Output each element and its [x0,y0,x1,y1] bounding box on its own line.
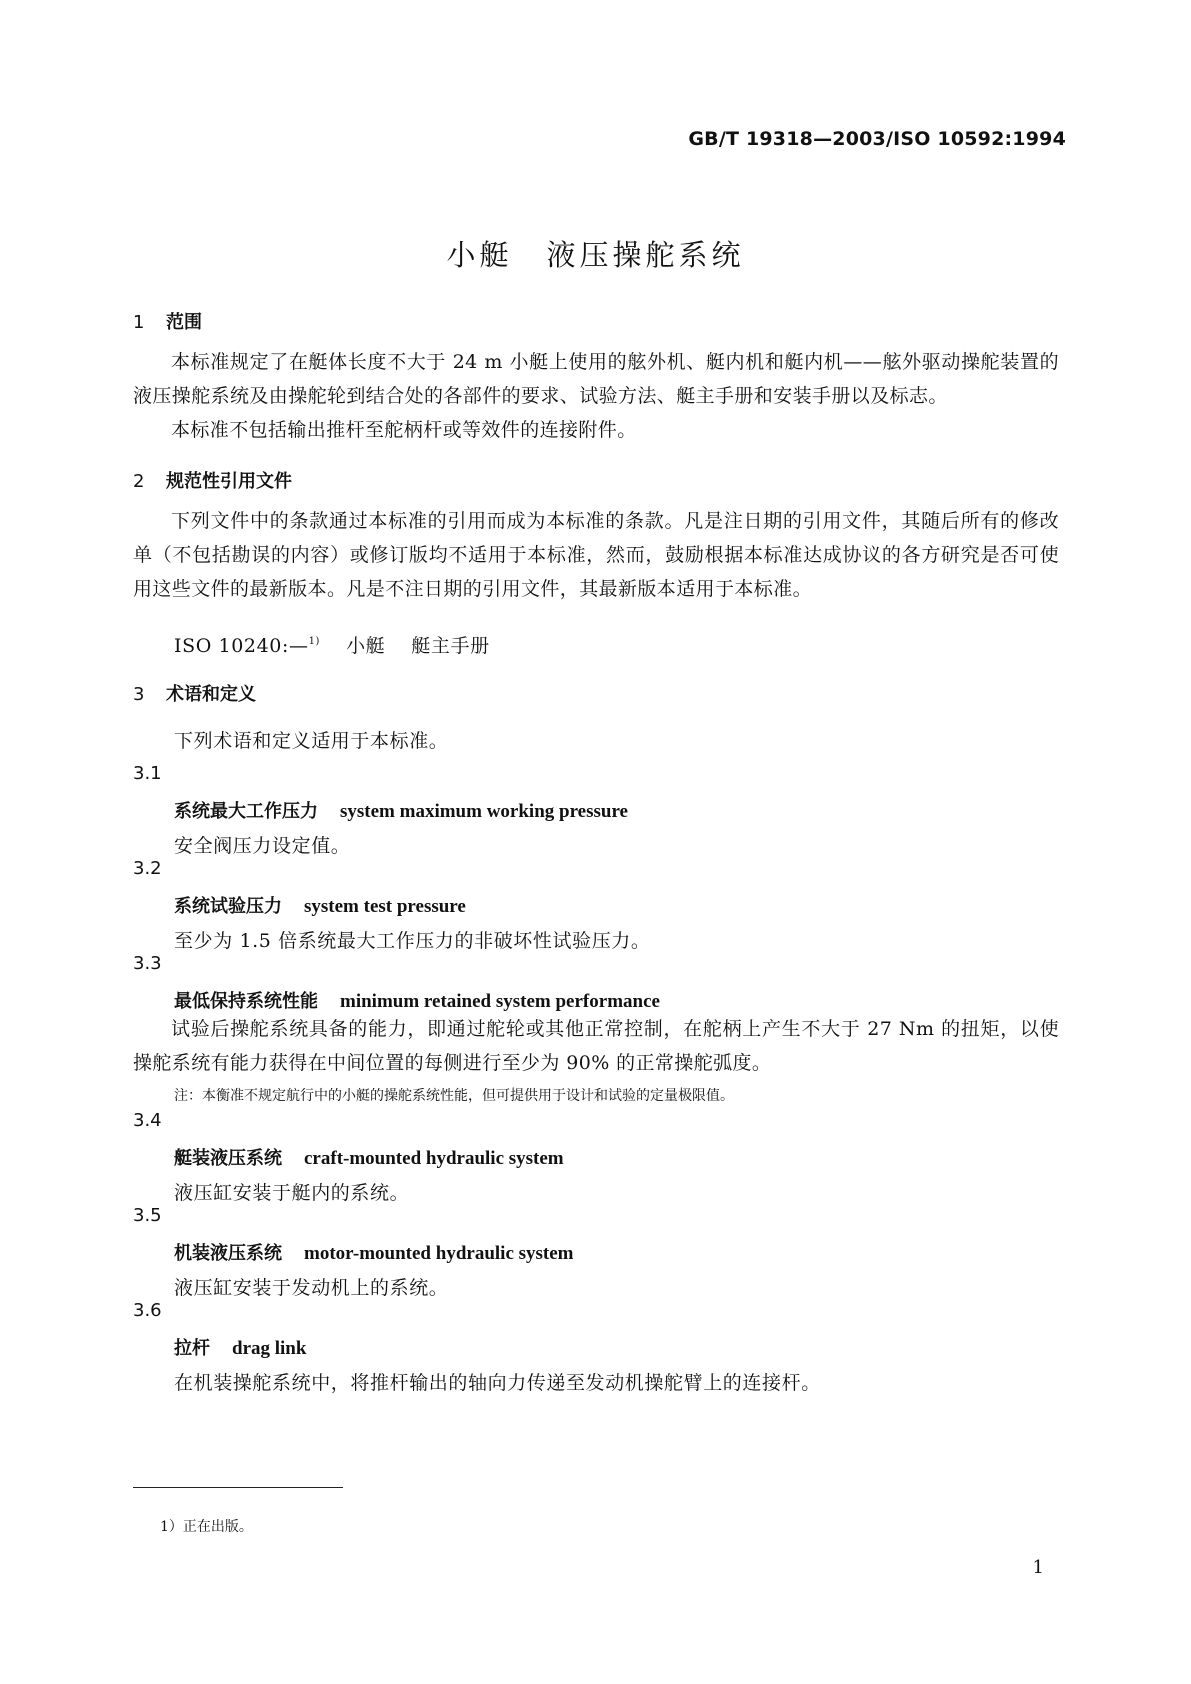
term-zh: 系统最大工作压力 [174,801,318,822]
term-definition: 在机装操舵系统中，将推杆输出的轴向力传递至发动机操舵臂上的连接杆。 [174,1372,821,1394]
term-en: system maximum working pressure [340,801,628,822]
section-1-paragraph-2: 本标准不包括输出推杆至舵柄杆或等效件的连接附件。 [171,419,637,441]
section-2-paragraph: 下列文件中的条款通过本标准的引用而成为本标准的条款。凡是注日期的引用文件，其随后所有的修改单（不包括勘误的内容）或修订版均不适用于本标准，然而，鼓励根据本标准达成协议的各方研究是否可使用这些文件的最新版本。凡是不注日期的引用文件，其最新版本适用于本标准。 [133,510,1059,600]
reference-title-1: 小艇 [346,635,386,657]
standard-code: GB/T 19318—2003/ISO 10592:1994 [688,128,1066,150]
section-3-heading [133,680,256,706]
term-definition: 安全阀压力设定值。 [174,835,351,857]
footnote-marker: 1) [308,636,321,647]
term-en: system test pressure [304,896,466,917]
title-part-2: 液压操舵系统 [546,238,745,272]
clause-number: 3.3 [133,953,162,974]
clause-number: 3.1 [133,763,162,784]
term-note: 注：本衡准不规定航行中的小艇的操舵系统性能，但可提供用于设计和试验的定量极限值。 [174,1088,734,1104]
section-number: 2 [133,471,145,492]
term-definition: 液压缸安装于发动机上的系统。 [174,1277,449,1299]
clause-number: 3.4 [133,1110,162,1131]
section-3-intro: 下列术语和定义适用于本标准。 [174,730,449,752]
term-zh: 机装液压系统 [174,1243,282,1264]
term-heading [174,1144,564,1170]
section-number: 1 [133,312,145,333]
section-1-heading [133,308,202,334]
normative-reference [174,631,490,658]
term-en: motor-mounted hydraulic system [304,1243,574,1264]
footnote: 1）正在出版。 [160,1519,253,1535]
clause-number: 3.5 [133,1205,162,1226]
section-2-heading [133,467,292,493]
term-definition: 试验后操舵系统具备的能力，即通过舵轮或其他正常控制，在舵柄上产生不大于 27 Nm 的扭矩，以使操舵系统有能力获得在中间位置的每侧进行至少为 90% 的正常操舵弧度。 [133,1018,1059,1074]
term-heading [174,987,660,1013]
term-definition: 至少为 1.5 倍系统最大工作压力的非破坏性试验压力。 [174,930,651,952]
term-heading [174,797,628,823]
section-title: 术语和定义 [166,684,256,705]
term-zh: 拉杆 [174,1338,210,1359]
term-en: craft-mounted hydraulic system [304,1148,564,1169]
term-en: minimum retained system performance [340,991,660,1012]
term-heading [174,1334,306,1360]
section-1-paragraph-1: 本标准规定了在艇体长度不大于 24 m 小艇上使用的舷外机、艇内机和艇内机——舷外驱动操舵装置的液压操舵系统及由操舵轮到结合处的各部件的要求、试验方法、艇主手册和安装手册以及标志。 [133,351,1059,407]
term-heading [174,892,466,918]
term-en: drag link [232,1338,307,1359]
section-title: 范围 [166,312,202,333]
term-heading [174,1239,574,1265]
page-number: 1 [1032,1557,1044,1578]
footnote-rule [133,1487,343,1488]
title-part-1: 小艇 [446,238,513,272]
term-zh: 系统试验压力 [174,896,282,917]
term-zh: 艇装液压系统 [174,1148,282,1169]
reference-title-2: 艇主手册 [411,635,490,657]
section-number: 3 [133,684,145,705]
term-zh: 最低保持系统性能 [174,991,318,1012]
document-title [0,233,1191,274]
reference-code: ISO 10240:— [174,635,309,657]
term-definition: 液压缸安装于艇内的系统。 [174,1182,410,1204]
section-title: 规范性引用文件 [166,471,292,492]
clause-number: 3.6 [133,1300,162,1321]
clause-number: 3.2 [133,858,162,879]
